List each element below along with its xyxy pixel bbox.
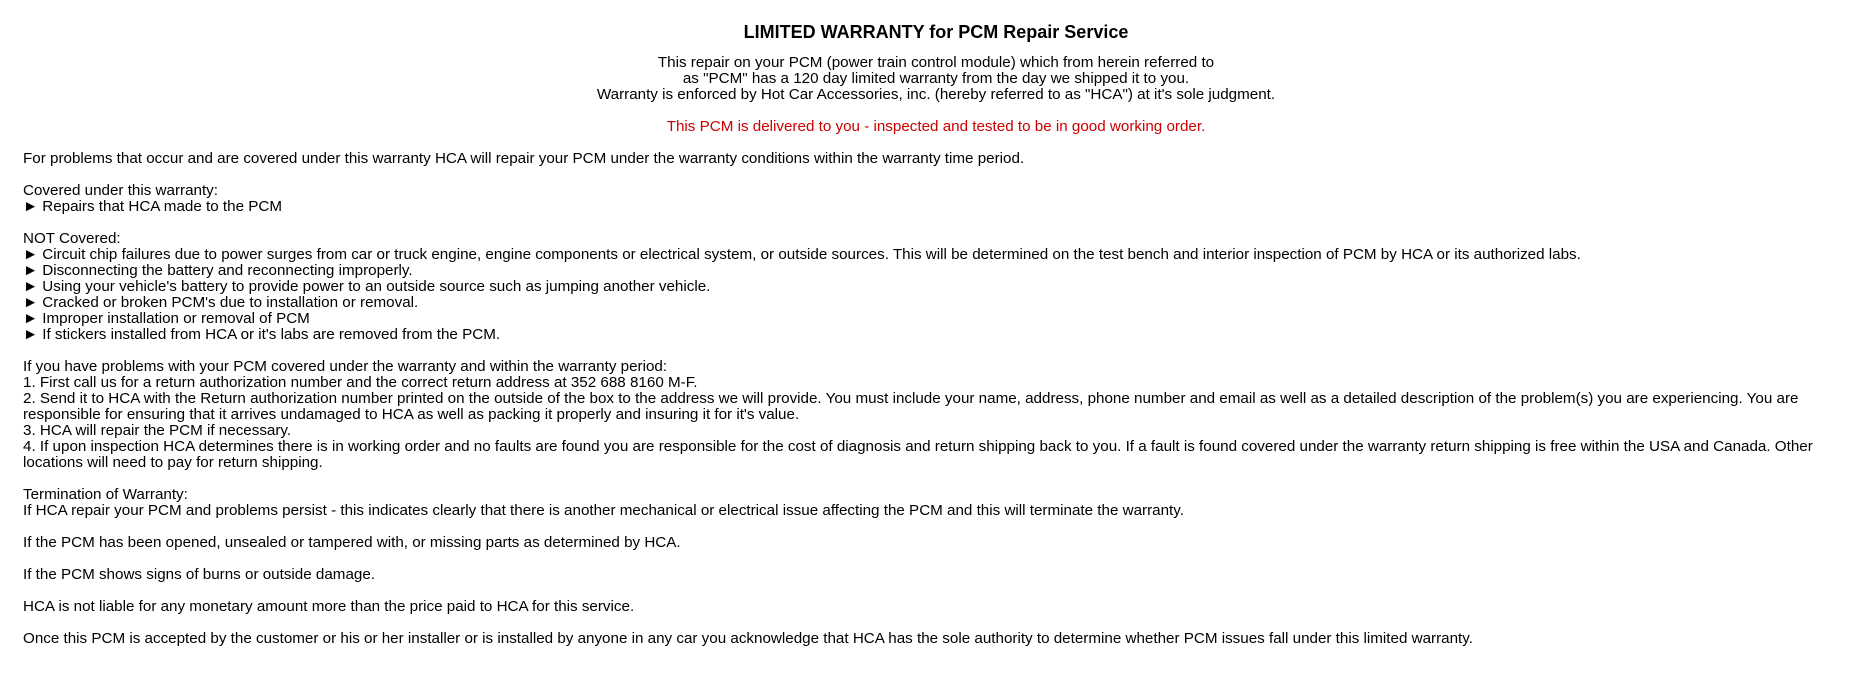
intro-line: This repair on your PCM (power train control module) which from herein referred to: [657, 54, 1215, 71]
not-covered-item: ► Improper installation or removal of PCM: [23, 310, 310, 327]
covered-section: [23, 183, 1849, 215]
procedure-step: 3. HCA will repair the PCM if necessary.: [23, 422, 292, 439]
covered-heading: Covered under this warranty:: [23, 182, 218, 199]
procedure-step: 4. If upon inspection HCA determines there is in working order and no faults are found you are responsible for the cost of diagnosis and return shipping back to you. If a fault is found covered under the warranty return shipping is free within the USA and Canada. Other locations will need to pay for return shipping.: [23, 438, 1813, 471]
not-covered-section: [23, 231, 1849, 343]
covered-item: ► Repairs that HCA made to the PCM: [23, 198, 282, 215]
not-covered-item: ► Using your vehicle's battery to provide power to an outside source such as jumping another vehicle.: [23, 278, 711, 295]
intro-block: [23, 55, 1849, 103]
not-covered-item: ► If stickers installed from HCA or it's labs are removed from the PCM.: [23, 326, 501, 343]
termination-heading: Termination of Warranty:: [23, 486, 188, 503]
page-title: LIMITED WARRANTY for PCM Repair Service: [743, 22, 1129, 42]
not-covered-item: ► Cracked or broken PCM's due to installation or removal.: [23, 294, 419, 311]
termination-paragraph: If the PCM shows signs of burns or outside damage.: [23, 566, 376, 583]
termination-paragraph: Once this PCM is accepted by the customer or his or her installer or is installed by anyone in any car you acknowledge that HCA has the sole authority to determine whether PCM issues fall under this limited warranty.: [23, 630, 1473, 647]
procedure-step: 2. Send it to HCA with the Return authorization number printed on the outside of the box to the address we will provide. You must include your name, address, phone number and email as well as a detailed description of the problem(s) you are experiencing. You are responsible for ensuring that it arrives undamaged to HCA as well as packing it properly and insuring it for it's value.: [23, 390, 1799, 423]
procedure-heading: If you have problems with your PCM covered under the warranty and within the warranty period:: [23, 358, 668, 375]
not-covered-item: ► Disconnecting the battery and reconnecting improperly.: [23, 262, 413, 279]
intro-line: as "PCM" has a 120 day limited warranty from the day we shipped it to you.: [682, 70, 1190, 87]
termination-section: [23, 487, 1849, 519]
not-covered-heading: NOT Covered:: [23, 230, 121, 247]
termination-paragraph: HCA is not liable for any monetary amount more than the price paid to HCA for this service.: [23, 598, 635, 615]
termination-paragraph: If the PCM has been opened, unsealed or tampered with, or missing parts as determined by HCA.: [23, 534, 681, 551]
termination-first: If HCA repair your PCM and problems persist - this indicates clearly that there is another mechanical or electrical issue affecting the PCM and this will terminate the warranty.: [23, 502, 1184, 519]
procedure-step: 1. First call us for a return authorization number and the correct return address at 352 688 8160 M-F.: [23, 374, 698, 391]
intro-line: Warranty is enforced by Hot Car Accessories, inc. (hereby referred to as "HCA") at it's sole judgment.: [596, 86, 1276, 103]
procedure-section: [23, 359, 1849, 471]
problems-intro: For problems that occur and are covered under this warranty HCA will repair your PCM under the warranty conditions within the warranty time period.: [23, 150, 1025, 167]
inspection-notice: This PCM is delivered to you - inspected and tested to be in good working order.: [666, 118, 1206, 135]
not-covered-item: ► Circuit chip failures due to power surges from car or truck engine, engine components or electrical system, or outside sources. This will be determined on the test bench and interior inspection of PCM by HCA or its authorized labs.: [23, 246, 1581, 263]
